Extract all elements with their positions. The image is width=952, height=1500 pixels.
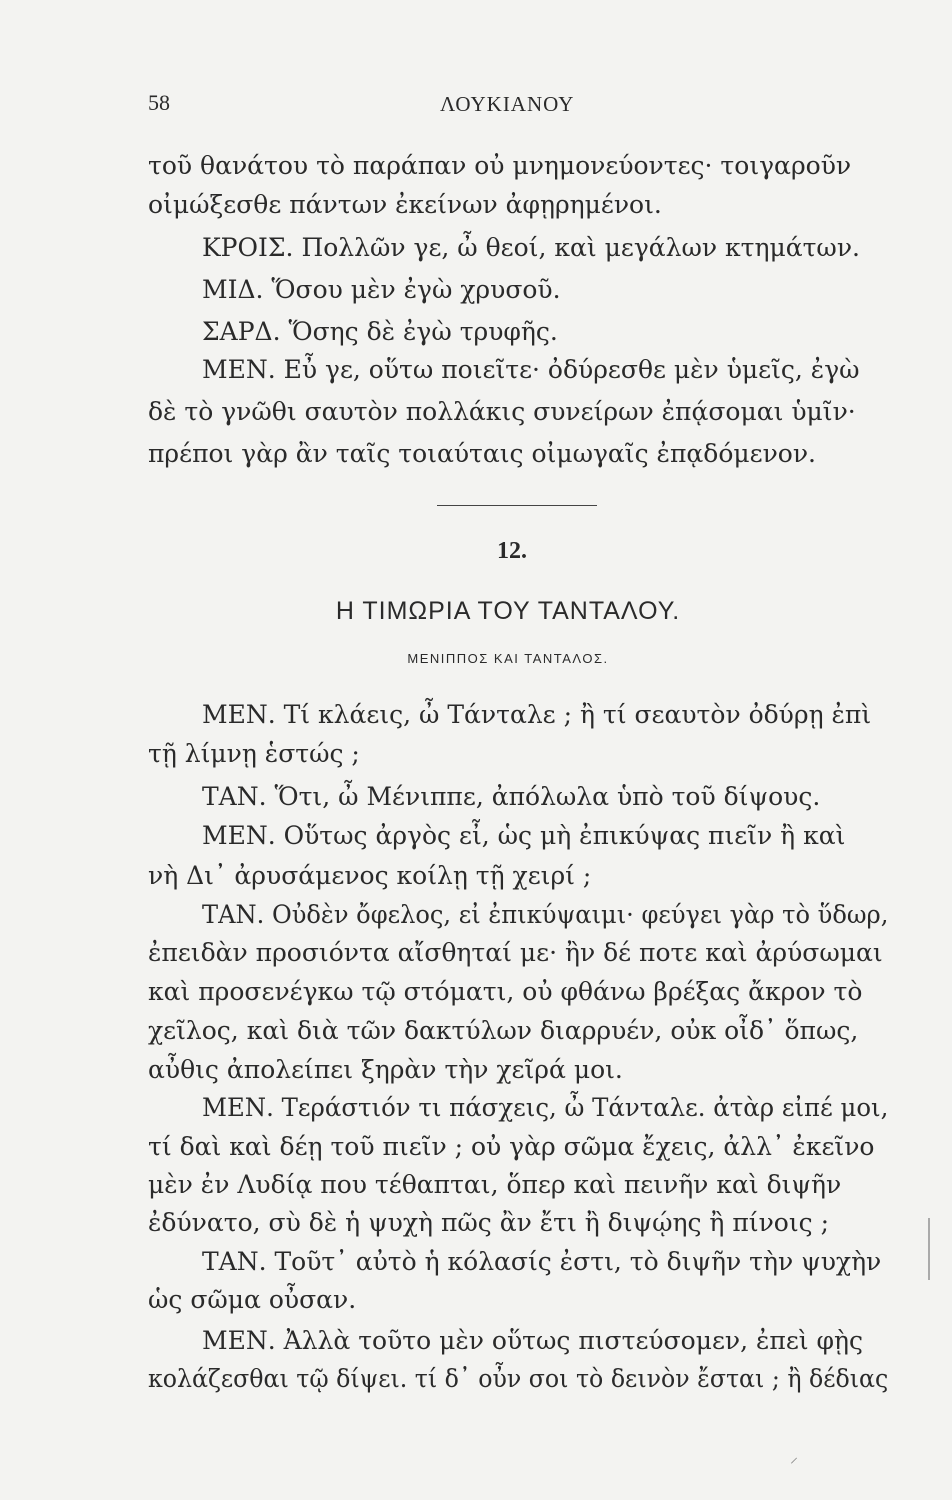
text-line: ΜΙΔ. Ὅσου μὲν ἐγὼ χρυσοῦ. (202, 275, 561, 304)
ink-speck: ⸍ (790, 1454, 799, 1473)
text-line: νὴ Δι᾽ ἀρυσάμενος κοίλῃ τῇ χειρί ; (148, 861, 592, 890)
text-line: μὲν ἐν Λυδίᾳ που τέθαπται, ὅπερ καὶ πεινῆν καὶ διψῆν (148, 1170, 842, 1199)
text-line: πρέποι γὰρ ἂν ταῖς τοιαύταις οἰμωγαῖς ἐπᾳδόμενον. (148, 439, 816, 468)
page-number: 58 (148, 90, 170, 115)
text-line: ΣΑΡΔ. Ὅσης δὲ ἐγὼ τρυφῆς. (202, 317, 558, 346)
section-title: Η ΤΙΜΩΡΙΑ ΤΟΥ ΤΑΝΤΑΛΟΥ. (335, 597, 681, 625)
text-line: ὡς σῶμα οὖσαν. (148, 1285, 357, 1314)
text-line: τί δαὶ καὶ δέῃ τοῦ πιεῖν ; οὐ γὰρ σῶμα ἔχεις, ἀλλ᾽ ἐκεῖνο (148, 1132, 875, 1161)
text-line: οἰμώξεσθε πάντων ἐκείνων ἀφῃρημένοι. (148, 190, 662, 219)
text-line: τῇ λίμνῃ ἑστώς ; (148, 739, 360, 768)
section-divider (437, 505, 597, 506)
text-line: ΜΕΝ. Τί κλάεις, ὦ Τάνταλε ; ἢ τί σεαυτὸν ὀδύρῃ ἐπὶ (202, 700, 872, 729)
text-line: καὶ προσενέγκω τῷ στόματι, οὐ φθάνω βρέξας ἄκρον τὸ (148, 977, 863, 1006)
text-line: ΜΕΝ. Οὕτως ἀργὸς εἶ, ὡς μὴ ἐπικύψας πιεῖν ἢ καὶ (202, 821, 846, 850)
text-line: ΚΡΟΙΣ. Πολλῶν γε, ὦ θεοί, καὶ μεγάλων κτημάτων. (202, 233, 860, 262)
text-line: αὖθις ἀπολείπει ξηρὰν τὴν χεῖρά μοι. (148, 1055, 623, 1084)
running-head: ΛΟΥΚΙΑΝΟΥ (440, 92, 575, 116)
text-line: χεῖλος, καὶ διὰ τῶν δακτύλων διαρρυέν, οὐκ οἶδ᾽ ὅπως, (148, 1016, 859, 1045)
text-line: ΜΕΝ. Ἀλλὰ τοῦτο μὲν οὕτως πιστεύσομεν, ἐπεὶ φῂς (202, 1326, 864, 1355)
text-line: ΤΑΝ. Ὅτι, ὦ Μένιππε, ἀπόλωλα ὑπὸ τοῦ δίψους. (202, 782, 821, 811)
section-number: 12. (497, 538, 527, 564)
text-line: ΤΑΝ. Οὐδὲν ὄφελος, εἰ ἐπικύψαιμι· φεύγει γὰρ τὸ ὕδωρ, (202, 900, 889, 929)
text-line: ΤΑΝ. Τοῦτ᾽ αὐτὸ ἡ κόλασίς ἐστι, τὸ διψῆν τὴν ψυχὴν (202, 1247, 882, 1276)
text-line: τοῦ θανάτου τὸ παράπαν οὐ μνημονεύοντες· τοιγαροῦν (148, 151, 852, 180)
text-line: κολάζεσθαι τῷ δίψει. τί δ᾽ οὖν σοι τὸ δεινὸν ἔσται ; ἢ δέδιας (148, 1364, 889, 1393)
text-line: ΜΕΝ. Τεράστιόν τι πάσχεις, ὦ Τάνταλε. ἀτὰρ εἰπέ μοι, (202, 1093, 889, 1122)
section-subtitle: ΜΕΝΙΠΠΟΣ ΚΑΙ ΤΑΝΤΑΛΟΣ. (407, 651, 609, 666)
page-edge-mark (928, 1218, 936, 1280)
text-line: ἐδύνατο, σὺ δὲ ἡ ψυχὴ πῶς ἂν ἔτι ἢ διψῴης ἢ πίνοις ; (148, 1208, 830, 1237)
text-line: ἐπειδὰν προσιόντα αἴσθηταί με· ἢν δέ ποτε καὶ ἀρύσωμαι (148, 938, 883, 967)
text-line: δὲ τὸ γνῶθι σαυτὸν πολλάκις συνείρων ἐπᾴσομαι ὑμῖν· (148, 397, 856, 426)
text-line: ΜΕΝ. Εὖ γε, οὕτω ποιεῖτε· ὀδύρεσθε μὲν ὑμεῖς, ἐγὼ (202, 355, 860, 384)
